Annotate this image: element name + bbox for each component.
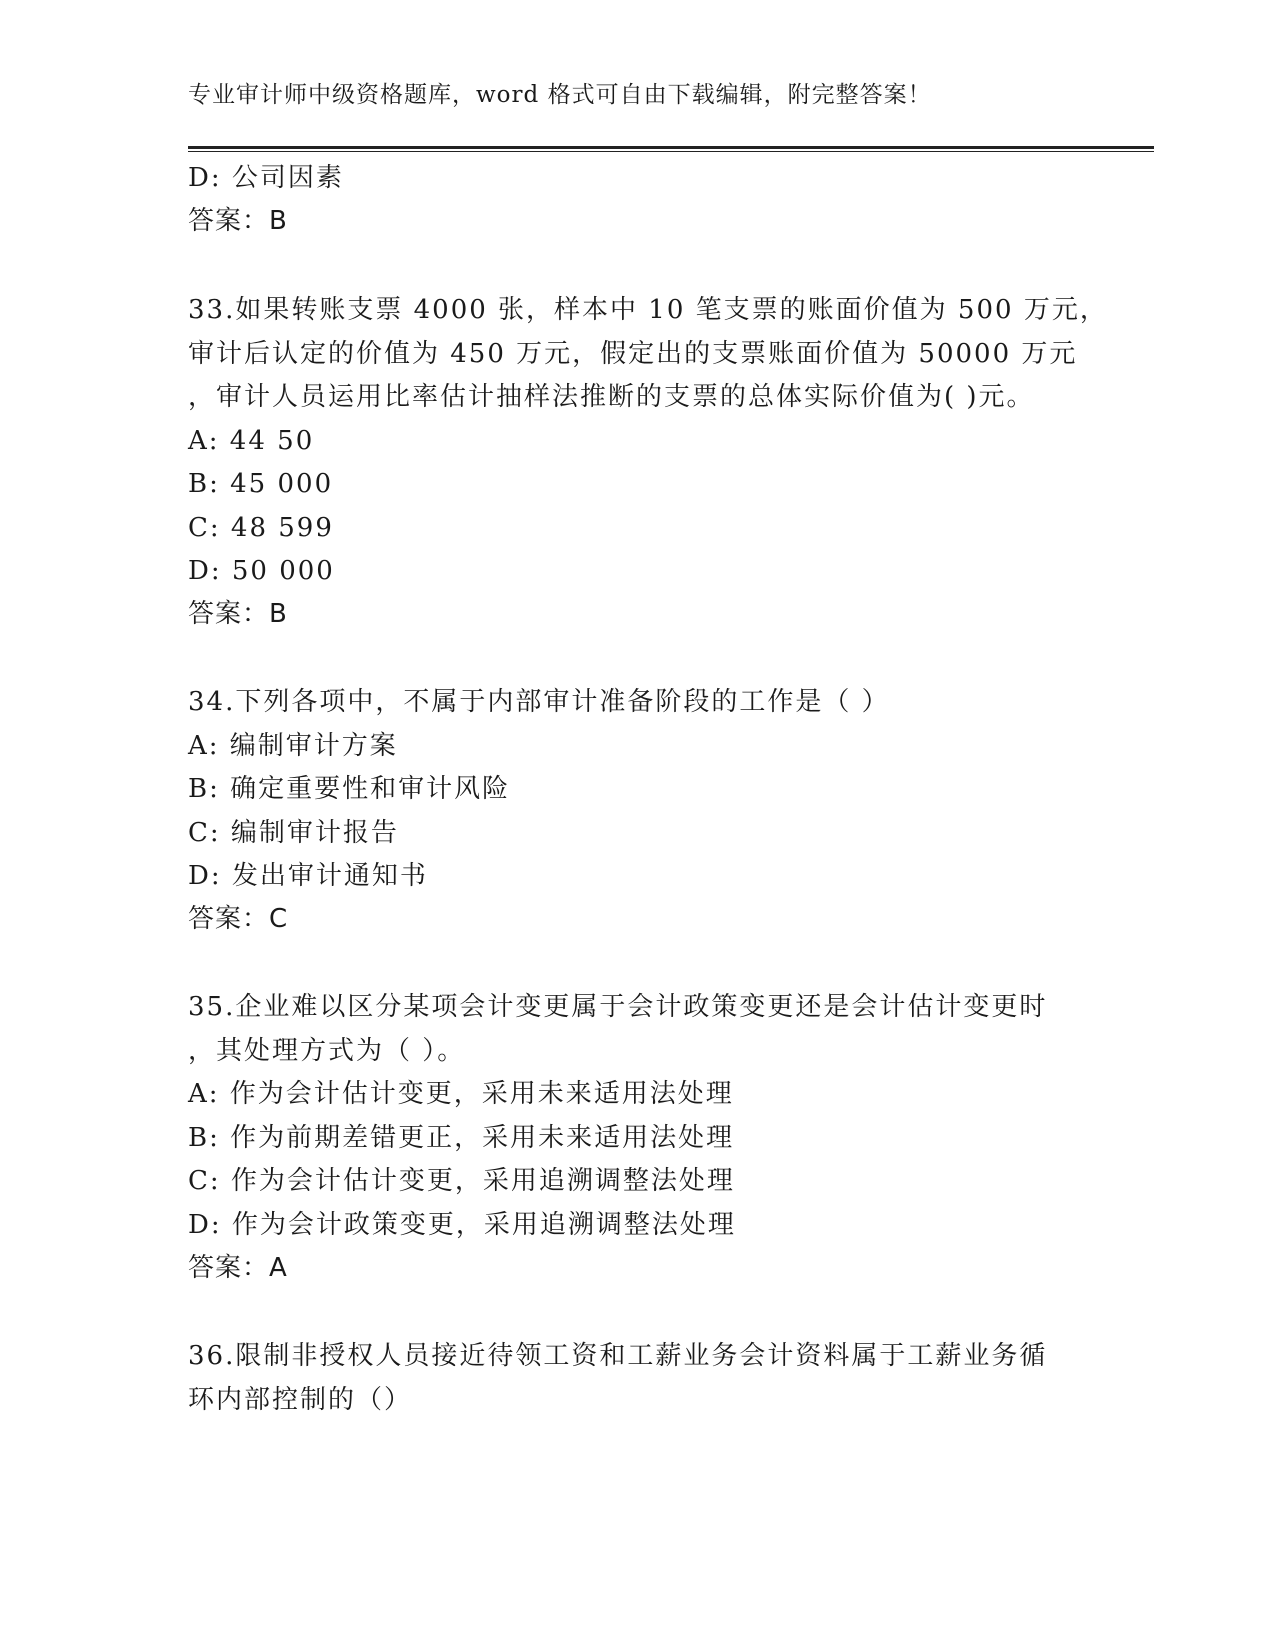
question-34-stem: 34.下列各项中，不属于内部审计准备阶段的工作是（ ） bbox=[188, 687, 890, 717]
question-35-stem: ，其处理方式为（ ）。 bbox=[188, 1036, 466, 1066]
option-b: B: 确定重要性和审计风险 bbox=[188, 774, 511, 804]
option-c: C: 编制审计报告 bbox=[188, 818, 399, 848]
question-36-stem: 环内部控制的（） bbox=[188, 1385, 413, 1415]
answer: 答案：C bbox=[188, 904, 289, 934]
header-divider bbox=[188, 146, 1154, 152]
option-a: A: 44 50 bbox=[188, 426, 315, 456]
question-33-stem: 33.如果转账支票 4000 张，样本中 10 笔支票的账面价值为 500 万元， bbox=[188, 295, 1108, 325]
answer: 答案：B bbox=[188, 599, 288, 629]
question-33-stem: 审计后认定的价值为 450 万元，假定出的支票账面价值为 50000 万元 bbox=[188, 339, 1078, 369]
question-33-stem: ，审计人员运用比率估计抽样法推断的支票的总体实际价值为( )元。 bbox=[188, 382, 1035, 412]
question-36-stem: 36.限制非授权人员接近待领工资和工薪业务会计资料属于工薪业务循 bbox=[188, 1341, 1048, 1371]
option-c: C: 作为会计估计变更，采用追溯调整法处理 bbox=[188, 1166, 735, 1196]
option-b: B: 作为前期差错更正，采用未来适用法处理 bbox=[188, 1123, 735, 1153]
option-a: A: 作为会计估计变更，采用未来适用法处理 bbox=[188, 1079, 734, 1109]
option-d: D: 公司因素 bbox=[188, 163, 344, 193]
option-a: A: 编制审计方案 bbox=[188, 731, 398, 761]
answer: 答案：A bbox=[188, 1253, 288, 1283]
option-c: C: 48 599 bbox=[188, 513, 334, 543]
page-header: 专业审计师中级资格题库，word 格式可自由下载编辑，附完整答案！ bbox=[188, 82, 932, 108]
option-d: D: 50 000 bbox=[188, 556, 335, 586]
answer: 答案：B bbox=[188, 206, 288, 236]
option-b: B: 45 000 bbox=[188, 469, 334, 499]
question-35-stem: 35.企业难以区分某项会计变更属于会计政策变更还是会计估计变更时 bbox=[188, 992, 1048, 1022]
option-d: D: 发出审计通知书 bbox=[188, 861, 428, 891]
option-d: D: 作为会计政策变更，采用追溯调整法处理 bbox=[188, 1210, 736, 1240]
